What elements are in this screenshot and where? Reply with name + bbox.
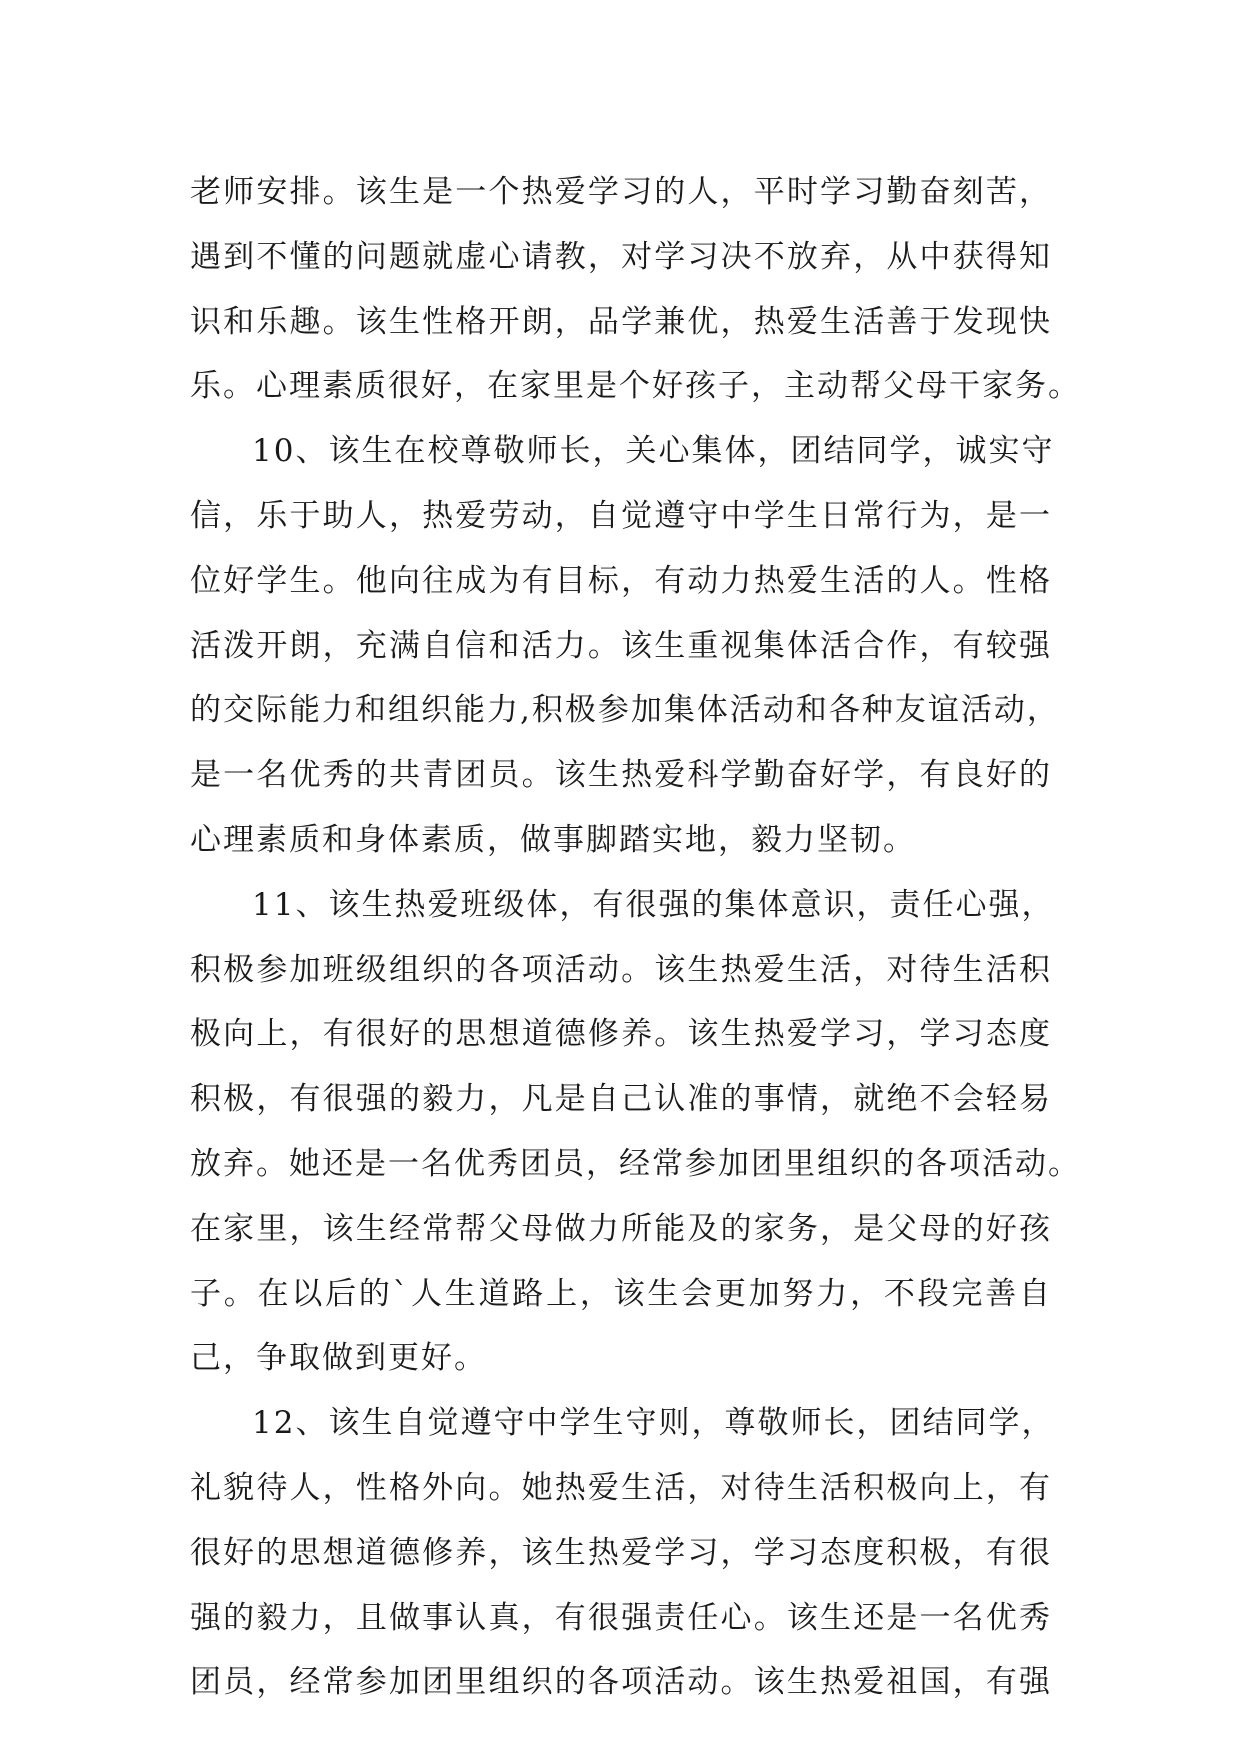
- text-line: 11、该生热爱班级体，有很强的集体意识，责任心强，: [252, 886, 1055, 923]
- paragraph-11: [190, 873, 1081, 1391]
- text-line: 乐。心理素质很好，在家里是个好孩子，主动帮父母干家务。: [190, 368, 1081, 405]
- document-body: [190, 160, 1081, 1715]
- text-line: 位好学生。他向往成为有目标，有动力热爱生活的人。性格: [190, 562, 1052, 599]
- text-line: 子。在以后的`人生道路上，该生会更加努力，不段完善自: [190, 1275, 1052, 1312]
- text-line: 积极参加班级组织的各项活动。该生热爱生活，对待生活积: [190, 951, 1052, 988]
- text-line: 是一名优秀的共青团员。该生热爱科学勤奋好学，有良好的: [190, 757, 1052, 794]
- text-line: 心理素质和身体素质，做事脚踏实地，毅力坚韧。: [190, 821, 916, 858]
- text-line: 10、该生在校尊敬师长，关心集体，团结同学，诚实守: [252, 433, 1055, 470]
- paragraph-continuation: [190, 160, 1081, 419]
- text-line: 礼貌待人，性格外向。她热爱生活，对待生活积极向上，有: [190, 1469, 1052, 1506]
- text-line: 己，争取做到更好。: [190, 1340, 487, 1377]
- paragraph-10: [190, 419, 1060, 873]
- text-line: 团员，经常参加团里组织的各项活动。该生热爱祖国，有强: [190, 1664, 1052, 1701]
- text-line: 信，乐于助人，热爱劳动，自觉遵守中学生日常行为，是一: [190, 497, 1052, 534]
- text-line: 积极，有很强的毅力，凡是自己认准的事情，就绝不会轻易: [190, 1081, 1052, 1118]
- text-line: 在家里，该生经常帮父母做力所能及的家务，是父母的好孩: [190, 1210, 1052, 1247]
- text-line: 活泼开朗，充满自信和活力。该生重视集体活合作，有较强: [190, 627, 1052, 664]
- text-line: 遇到不懂的问题就虚心请教，对学习决不放弃，从中获得知: [190, 238, 1052, 275]
- text-line: 老师安排。该生是一个热爱学习的人，平时学习勤奋刻苦，: [190, 174, 1052, 210]
- text-line: 强的毅力，且做事认真，有很强责任心。该生还是一名优秀: [190, 1599, 1052, 1636]
- text-line: 的交际能力和组织能力,积极参加集体活动和各种友谊活动，: [190, 692, 1060, 729]
- text-line: 12、该生自觉遵守中学生守则，尊敬师长，团结同学，: [252, 1405, 1055, 1442]
- text-line: 放弃。她还是一名优秀团员，经常参加团里组织的各项活动。: [190, 1145, 1081, 1182]
- text-line: 极向上，有很好的思想道德修养。该生热爱学习，学习态度: [190, 1016, 1052, 1053]
- paragraph-12: [190, 1391, 1055, 1715]
- text-line: 很好的思想道德修养，该生热爱学习，学习态度积极，有很: [190, 1534, 1052, 1571]
- text-line: 识和乐趣。该生性格开朗，品学兼优，热爱生活善于发现快: [190, 303, 1052, 340]
